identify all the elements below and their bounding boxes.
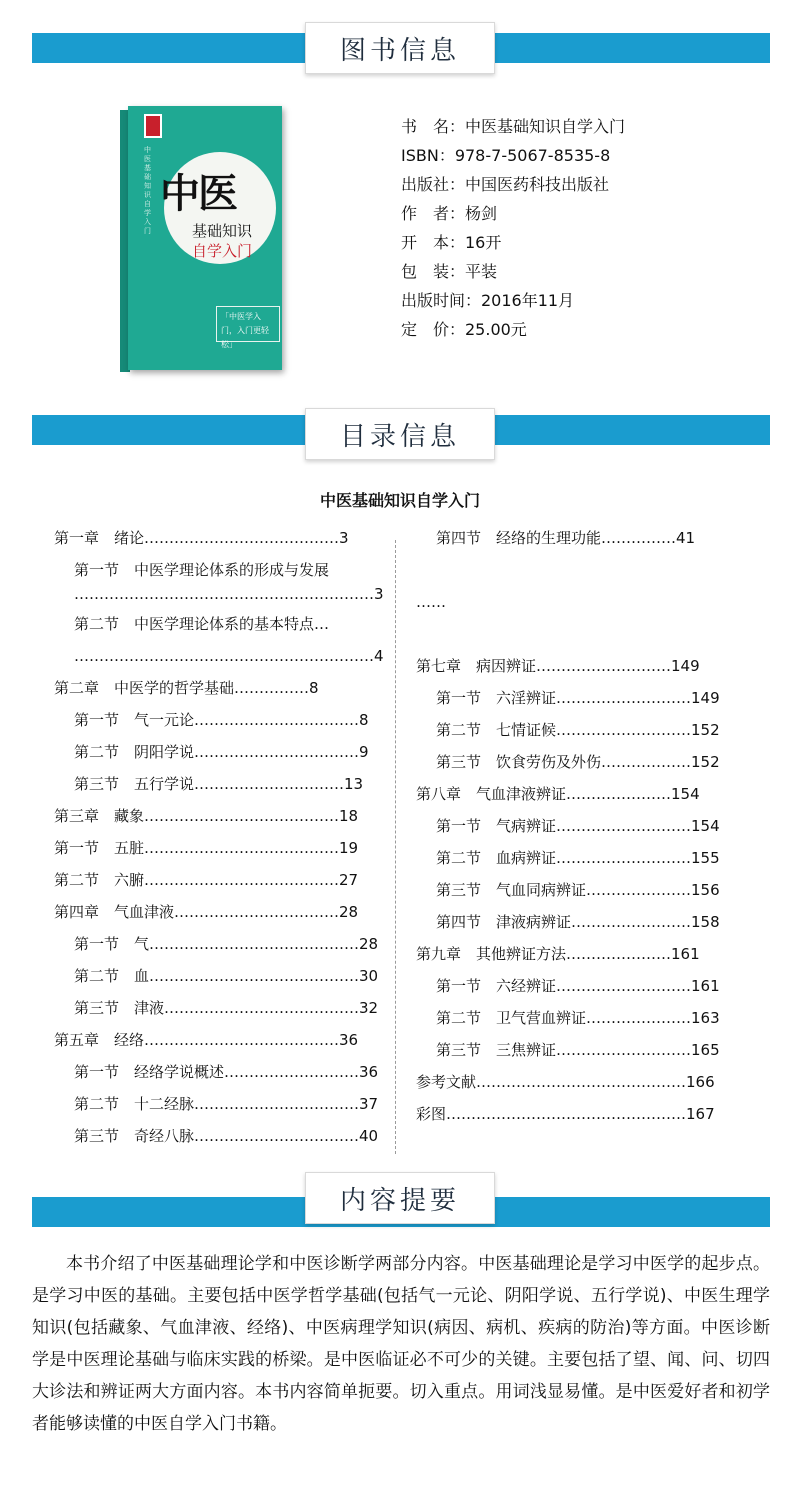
info-isbn: ISBN：978-7-5067-8535-8 [401, 146, 611, 165]
toc-item: 第三节 津液…………………………………32 [74, 999, 379, 1017]
info-title: 书 名：中医基础知识自学入门 [401, 117, 626, 136]
toc-item: 第一节 五脏…………………………………19 [54, 839, 359, 857]
toc-item: 第三章 藏象…………………………………18 [54, 807, 359, 825]
toc-item: 第四节 经络的生理功能……………41 [436, 529, 696, 547]
toc-item: 第二节 十二经脉……………………………37 [74, 1095, 379, 1113]
toc-item: 第二节 中医学理论体系的基本特点… [74, 615, 330, 633]
toc-item: ……………………………………………………3 [74, 585, 384, 603]
publisher-logo-icon [144, 114, 162, 138]
toc-divider [395, 540, 396, 1154]
info-binding: 包 装：平装 [401, 262, 498, 281]
toc-item: 第一节 中医学理论体系的形成与发展 [74, 561, 330, 579]
toc-item: 彩图…………………………………………167 [416, 1105, 715, 1123]
toc-item: 第二节 血……………………………………30 [74, 967, 379, 985]
toc-item: 第一节 气……………………………………28 [74, 935, 379, 953]
toc-item: 第一节 六经辨证………………………161 [436, 977, 720, 995]
toc-item: 第三节 饮食劳伤及外伤………………152 [436, 753, 720, 771]
cover-front [128, 106, 282, 370]
cover-subtitle-red: 自学入门 [192, 242, 253, 260]
toc-item: 第九章 其他辨证方法…………………161 [416, 945, 700, 963]
info-price: 定 价：25.00元 [401, 320, 527, 339]
toc-item: 第一章 绪论…………………………………3 [54, 529, 349, 547]
toc-item: 第八章 气血津液辨证…………………154 [416, 785, 700, 803]
cover-vertical-text: 中医基础知识自学入门 [144, 146, 151, 235]
toc-item: 第一节 经络学说概述………………………36 [74, 1063, 379, 1081]
book-info-list [401, 112, 625, 344]
summary-text: 本书介绍了中医基础理论学和中医诊断学两部分内容。中医基础理论是学习中医学的起步点。是学习中医的基础。主要包括中医学哲学基础(包括气一元论、阴阳学说、五行学说)、中医生理学知识(包括藏象、气血津液、经络)、中医病理学知识(病因、病机、疾病的防治)等方面。中医诊断学是中医理论基础与临床实践的桥梁。是中医临证必不可少的关键。主要包括了望、闻、问、切四大诊法和辨证两大方面内容。本书内容简单扼要。切入重点。用词浅显易懂。是中医爱好者和初学者能够读懂的中医自学入门书籍。 [32, 1254, 770, 1434]
toc-item: 第二节 血病辨证………………………155 [436, 849, 720, 867]
toc-item: 第三节 奇经八脉……………………………40 [74, 1127, 379, 1145]
toc-item: 第一节 气一元论……………………………8 [74, 711, 369, 729]
cover-subtitle: 基础知识 [192, 222, 253, 240]
info-publisher: 出版社：中国医药科技出版社 [401, 175, 610, 194]
toc-item: 第二章 中医学的哲学基础……………8 [54, 679, 319, 697]
toc-item: 第四章 气血津液……………………………28 [54, 903, 359, 921]
book-cover-image [120, 102, 282, 374]
toc-item: 第三节 三焦辨证………………………165 [436, 1041, 720, 1059]
toc-item: 第二节 卫气营血辨证…………………163 [436, 1009, 720, 1027]
toc-item: 第一节 气病辨证………………………154 [436, 817, 720, 835]
info-author: 作 者：杨剑 [401, 204, 498, 223]
toc-item: 第四节 津液病辨证……………………158 [436, 913, 720, 931]
toc-item: 第二节 六腑…………………………………27 [54, 871, 359, 889]
toc-item: 参考文献……………………………………166 [416, 1073, 715, 1091]
info-date: 出版时间：2016年11月 [401, 291, 575, 310]
info-format: 开 本：16开 [401, 233, 502, 252]
section-title-book-info: 图书信息 [305, 22, 495, 74]
toc-item: 第五章 经络…………………………………36 [54, 1031, 359, 1049]
toc-item: 第二节 阴阳学说……………………………9 [74, 743, 369, 761]
section-title-summary: 内容提要 [305, 1172, 495, 1224]
toc-item: ……………………………………………………4 [74, 647, 384, 665]
toc-book-title: 中医基础知识自学入门 [319, 491, 480, 510]
toc-item: 第三节 五行学说…………………………13 [74, 775, 364, 793]
toc-item: 第七章 病因辨证………………………149 [416, 657, 700, 675]
toc-item: 第一节 六淫辨证………………………149 [436, 689, 720, 707]
toc-ellipsis: …… [416, 593, 446, 611]
cover-big-title: 中医 [160, 170, 236, 217]
toc-item: 第二节 七情证候………………………152 [436, 721, 720, 739]
section-title-toc: 目录信息 [305, 408, 495, 460]
cover-slogan-box: 「中医学入门，入门更轻松」 [216, 306, 280, 342]
toc-item: 第三节 气血同病辨证…………………156 [436, 881, 720, 899]
